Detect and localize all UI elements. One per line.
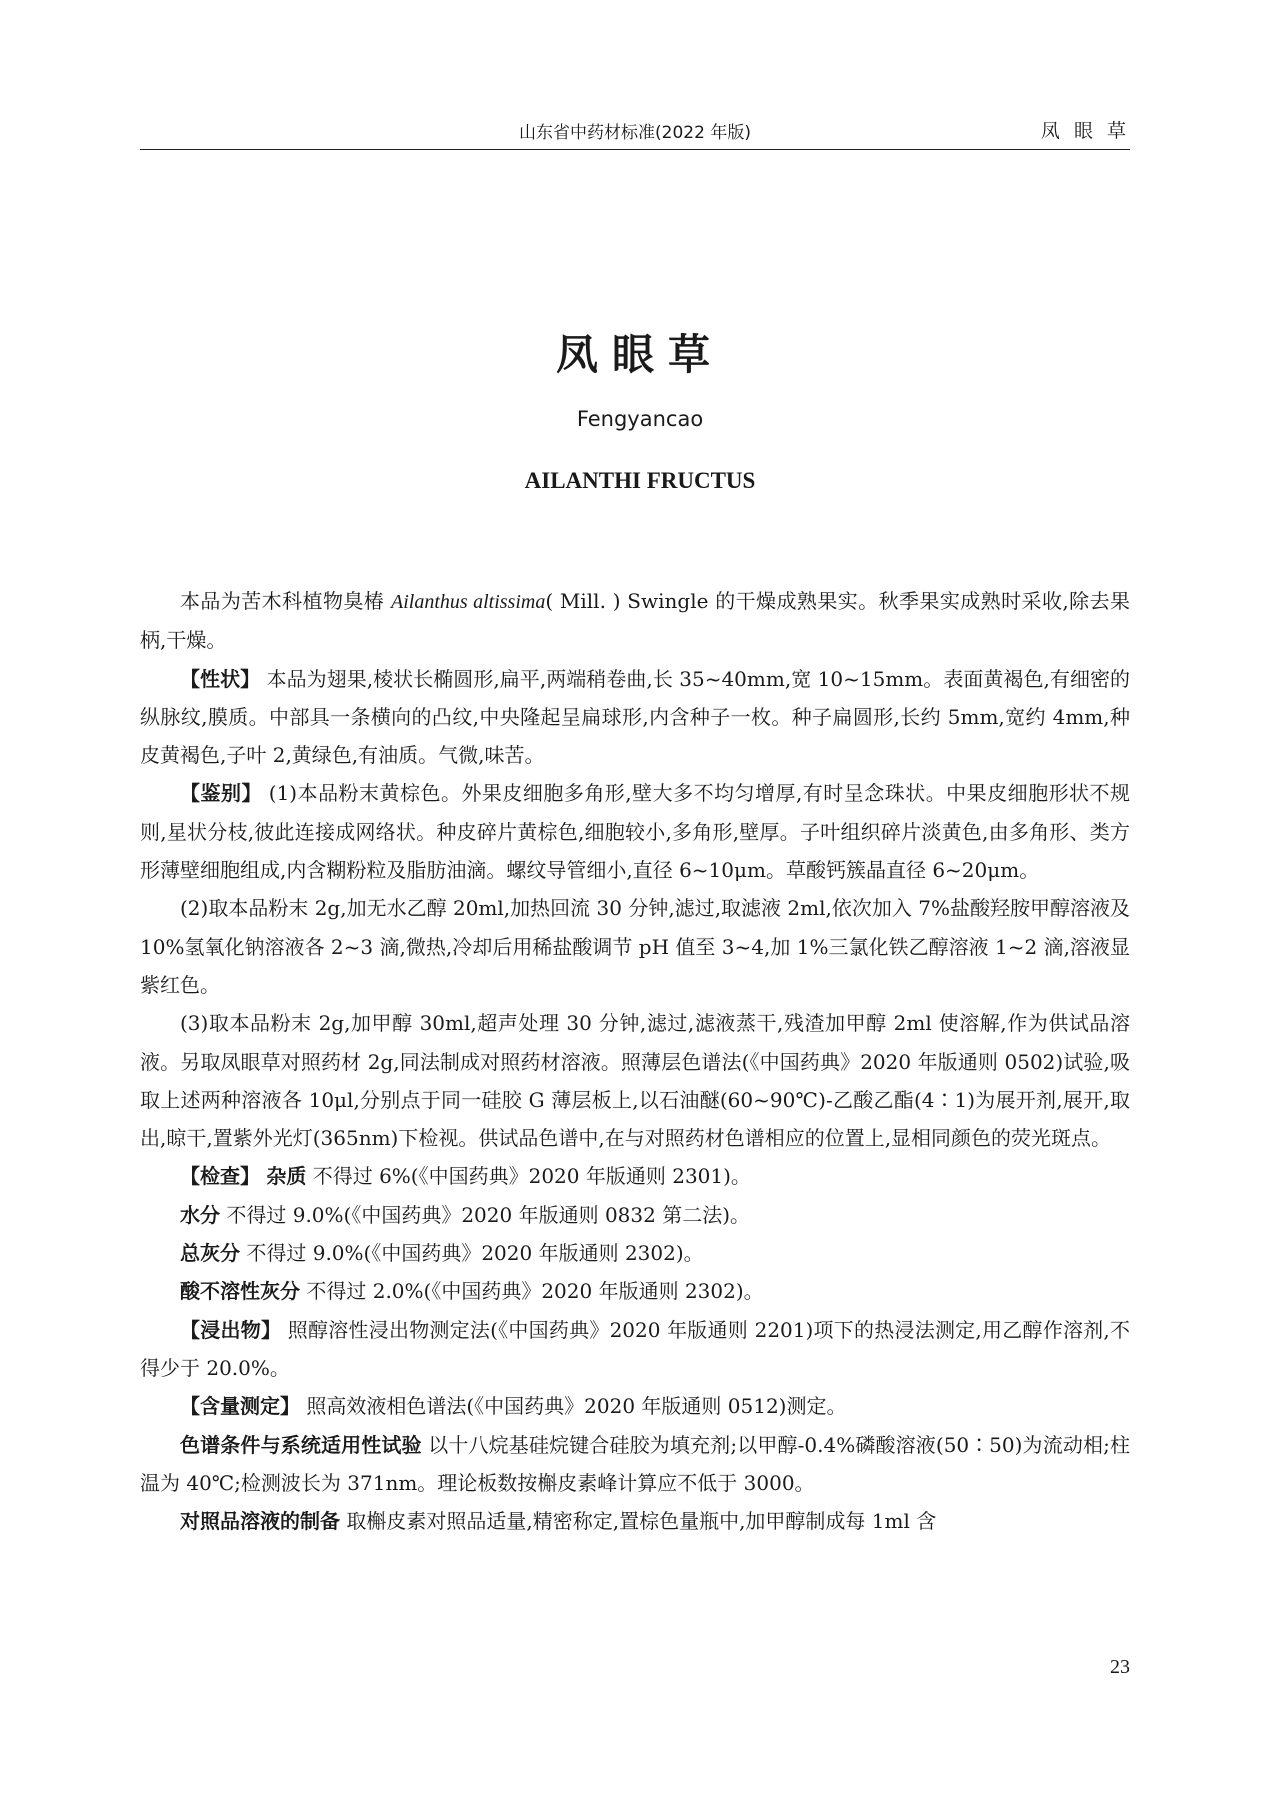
source-paragraph: 本品为苦木科植物臭椿 Ailanthus altissima( Mill. ) Swingle 的干燥成熟果实。秋季果实成熟时采收,除去果柄,干燥。 xyxy=(140,589,1130,653)
section-heading: 【含量测定】 xyxy=(180,1394,300,1419)
monograph-body xyxy=(140,582,1130,1540)
inspection-section: 【检查】 杂质 不得过 6%(《中国药典》2020 年版通则 2301)。 xyxy=(180,1164,751,1189)
reference-solution-prep: 对照品溶液的制备 取槲皮素对照品适量,精密称定,置棕色量瓶中,加甲醇制成每 1ml 含 xyxy=(180,1509,937,1534)
assay-section: 【含量测定】 照高效液相色谱法(《中国药典》2020 年版通则 0512)测定。 xyxy=(180,1394,847,1419)
sub-heading: 总灰分 xyxy=(180,1241,240,1266)
species-name: Ailanthus altissima xyxy=(391,591,546,613)
header-rule xyxy=(140,149,1130,150)
monograph-title: 凤眼草 xyxy=(555,330,724,379)
running-header xyxy=(140,112,1130,142)
pinyin-name: Fengyancao xyxy=(576,407,704,431)
acid-insoluble-ash-item: 酸不溶性灰分 不得过 2.0%(《中国药典》2020 年版通则 2302)。 xyxy=(180,1279,764,1304)
section-heading: 【检查】 xyxy=(180,1164,260,1189)
section-heading: 【浸出物】 xyxy=(180,1317,282,1342)
sub-heading: 对照品溶液的制备 xyxy=(180,1509,340,1534)
total-ash-item: 总灰分 不得过 9.0%(《中国药典》2020 年版通则 2302)。 xyxy=(180,1241,704,1266)
page-number: 23 xyxy=(1110,1656,1130,1678)
sub-heading: 杂质 xyxy=(266,1164,307,1189)
book-title: 山东省中药材标准(2022 年版) xyxy=(519,123,751,143)
identification-item-2: (2)取本品粉末 2g,加无水乙醇 20ml,加热回流 30 分钟,滤过,取滤液 2ml,依次加入 7%盐酸羟胺甲醇溶液及 10%氢氧化钠溶液各 2~3 滴,微热,冷却后用稀盐酸调节 pH 值至 3~4,加 1%三氯化铁乙醇溶液 1~2 滴,溶液显紫红色。 xyxy=(140,896,1130,997)
section-heading: 【性状】 xyxy=(180,666,261,691)
header-herb-name: 凤 眼 草 xyxy=(1040,120,1130,142)
sub-heading: 色谱条件与系统适用性试验 xyxy=(180,1432,422,1457)
sub-heading: 酸不溶性灰分 xyxy=(180,1279,300,1304)
chromatography-conditions: 色谱条件与系统适用性试验 以十八烷基硅烷键合硅胶为填充剂;以甲醇-0.4%磷酸溶液(50∶50)为流动相;柱温为 40℃;检测波长为 371nm。理论板数按槲皮素峰计算应不低于 3000。 xyxy=(140,1432,1130,1495)
identification-item-3: (3)取本品粉末 2g,加甲醇 30ml,超声处理 30 分钟,滤过,滤液蒸干,残渣加甲醇 2ml 使溶解,作为供试品溶液。另取凤眼草对照药材 2g,同法制成对照药材溶液。照薄层色谱法(《中国药典》2020 年版通则 0502)试验,吸取上述两种溶液各 10μl,分别点于同一硅胶 G 薄层板上,以石油醚(60~90℃)-乙酸乙酯(4∶1)为展开剂,展开,取出,晾干,置紫外光灯(365nm)下检视。供试品色谱中,在与对照药材色谱相应的位置上,显相同颜色的荧光斑点。 xyxy=(140,1011,1130,1151)
moisture-item: 水分 不得过 9.0%(《中国药典》2020 年版通则 0832 第二法)。 xyxy=(180,1202,751,1227)
extractives-section: 【浸出物】 照醇溶性浸出物测定法(《中国药典》2020 年版通则 2201)项下的热浸法测定,用乙醇作溶剂,不得少于 20.0%。 xyxy=(140,1317,1131,1380)
section-heading: 【鉴别】 xyxy=(180,781,262,806)
identification-section: 【鉴别】 (1)本品粉末黄棕色。外果皮细胞多角形,壁大多不均匀增厚,有时呈念珠状。中果皮细胞形状不规则,星状分枝,彼此连接成网络状。种皮碎片黄棕色,细胞较小,多角形,壁厚。子叶组织碎片淡黄色,由多角形、类方形薄壁细胞组成,内含糊粉粒及脂肪油滴。螺纹导管细小,直径 6~10μm。草酸钙簇晶直径 6~20μm。 xyxy=(140,781,1131,883)
sub-heading: 水分 xyxy=(180,1202,220,1227)
description-section: 【性状】 本品为翅果,棱状长椭圆形,扁平,两端稍卷曲,长 35~40mm,宽 10~15mm。表面黄褐色,有细密的纵脉纹,膜质。中部具一条横向的凸纹,中央隆起呈扁球形,内含种子一枚。种子扁圆形,长约 5mm,宽约 4mm,种皮黄褐色,子叶 2,黄绿色,有油质。气微,味苦。 xyxy=(140,666,1131,768)
latin-name: AILANTHI FRUCTUS xyxy=(524,468,756,493)
